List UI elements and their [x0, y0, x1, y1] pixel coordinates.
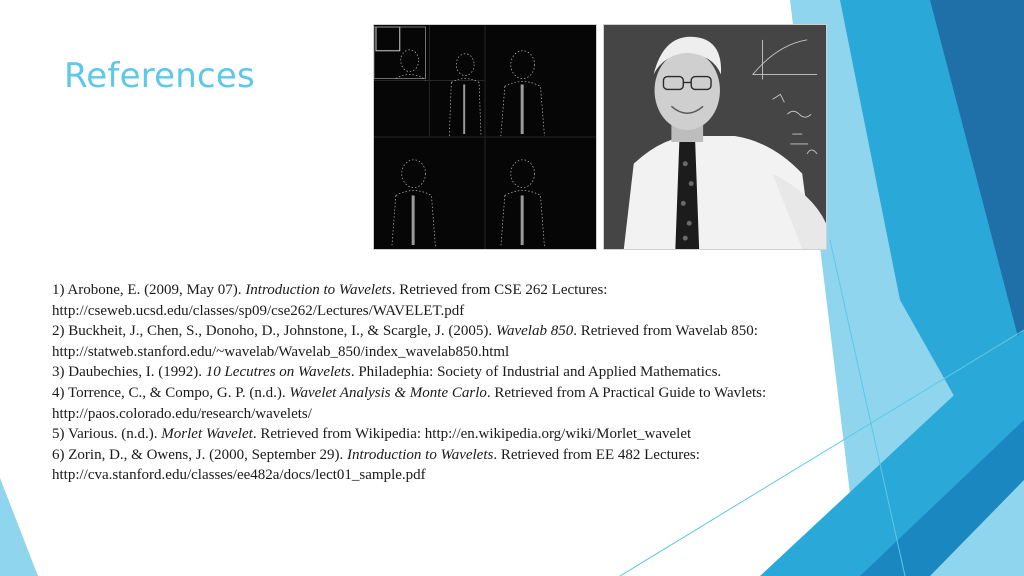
- reference-item-4: 4) Torrence, C., & Compo, G. P. (n.d.). Wavelet Analysis & Monte Carlo. Retrieved from A Practical Guide to Wavlets: http://paos.colorado.edu/research/wavelets/: [52, 384, 767, 422]
- reference-item-6: 6) Zorin, D., & Owens, J. (2000, September 29). Introduction to Wavelets. Retrieved from EE 482 Lectures: http://cva.stanford.edu/classes/ee482a/docs/lect01_sample.pdf: [52, 446, 700, 484]
- reference-item-5: 5) Various. (n.d.). Morlet Wavelet. Retrieved from Wikipedia: http://en.wikipedia.org/wiki/Morlet_wavelet: [52, 426, 692, 443]
- left-corner-shape: [0, 478, 38, 576]
- reference-item-3: 3) Daubechies, I. (1992). 10 Lecutres on Wavelets. Philadephia: Society of Industrial and Applied Mathematics.: [52, 364, 722, 381]
- reference-item-1: 1) Arobone, E. (2009, May 07). Introduction to Wavelets. Retrieved from CSE 262 Lectures: http://cseweb.ucsd.edu/classes/sp09/cse262/Lectures/WAVELET.pdf: [52, 282, 608, 319]
- page-title: References: [64, 56, 255, 96]
- reference-item-2: 2) Buckheit, J., Chen, S., Donoho, D., Johnstone, I., & Scargle, J. (2005). Wavelab 850. Retrieved from Wavelab 850: http://statweb.stanford.edu/~wavelab/Wavelab_850/index_wavelab850.html: [52, 323, 758, 360]
- reference-list: [52, 280, 772, 486]
- wavelet-decomposition-image: [373, 24, 597, 250]
- portrait-photo: [603, 24, 827, 250]
